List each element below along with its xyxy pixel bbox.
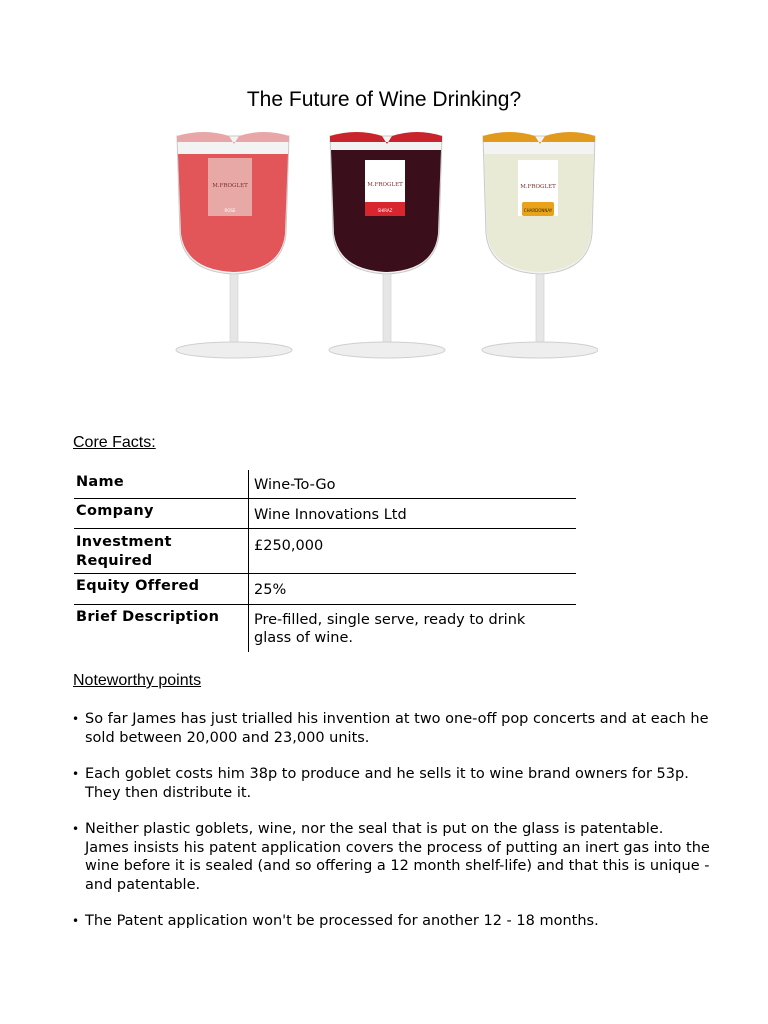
bullet-icon: •: [72, 767, 80, 781]
list-item: [70, 820, 710, 894]
list-item-text: Each goblet costs him 38p to produce and he sells it to wine brand owners for 53p. They then distribute it.: [85, 766, 689, 801]
svg-text:ROSE: ROSE: [224, 208, 236, 213]
row-label: Equity Offered: [76, 578, 200, 594]
row-label: Company: [76, 503, 154, 519]
table-row-company: [74, 499, 576, 529]
row-value: Wine Innovations Ltd: [254, 507, 407, 523]
bullet-icon: •: [72, 822, 80, 836]
row-value: 25%: [254, 582, 287, 598]
svg-text:SHIRAZ: SHIRAZ: [377, 208, 393, 213]
bullet-icon: •: [72, 712, 80, 726]
core-facts-heading: Core Facts:: [73, 434, 156, 451]
list-item: [70, 710, 710, 747]
noteworthy-list: [70, 710, 710, 949]
row-label: Name: [76, 474, 125, 490]
svg-text:CHARDONNAY: CHARDONNAY: [523, 208, 553, 213]
page-title: The Future of Wine Drinking?: [246, 88, 522, 111]
table-row-description: [74, 605, 576, 652]
table-row-investment: [74, 529, 576, 574]
row-value: £250,000: [254, 538, 324, 554]
row-label: Investment Required: [76, 534, 172, 569]
svg-text:M.FROGLET: M.FROGLET: [212, 183, 248, 189]
table-row-name: [74, 470, 576, 499]
row-value: Wine-To-Go: [254, 477, 336, 493]
svg-text:M.FROGLET: M.FROGLET: [367, 182, 403, 188]
svg-text:M.FROGLET: M.FROGLET: [520, 184, 556, 190]
row-value: Pre-filled, single serve, ready to drink glass of wine.: [254, 612, 526, 646]
list-item: [70, 912, 710, 931]
core-facts-table: [74, 470, 576, 652]
bullet-icon: •: [72, 914, 80, 928]
list-item-text: Neither plastic goblets, wine, nor the seal that is put on the glass is patentable. James insists his patent application covers the process of putting an inert gas into the wine before it is sealed (and so offering a 12 month shelf-life) and that this is unique - and patentable.: [85, 821, 710, 893]
list-item-text: So far James has just trialled his invention at two one-off pop concerts and at each he sold between 20,000 and 23,000 units.: [85, 711, 709, 746]
list-item-text: The Patent application won't be processed for another 12 - 18 months.: [85, 913, 599, 929]
row-label: Brief Description: [76, 609, 220, 625]
table-row-equity: [74, 574, 576, 605]
list-item: [70, 765, 710, 802]
wine-glasses-photo: [174, 114, 598, 376]
noteworthy-heading: Noteworthy points: [73, 672, 202, 689]
